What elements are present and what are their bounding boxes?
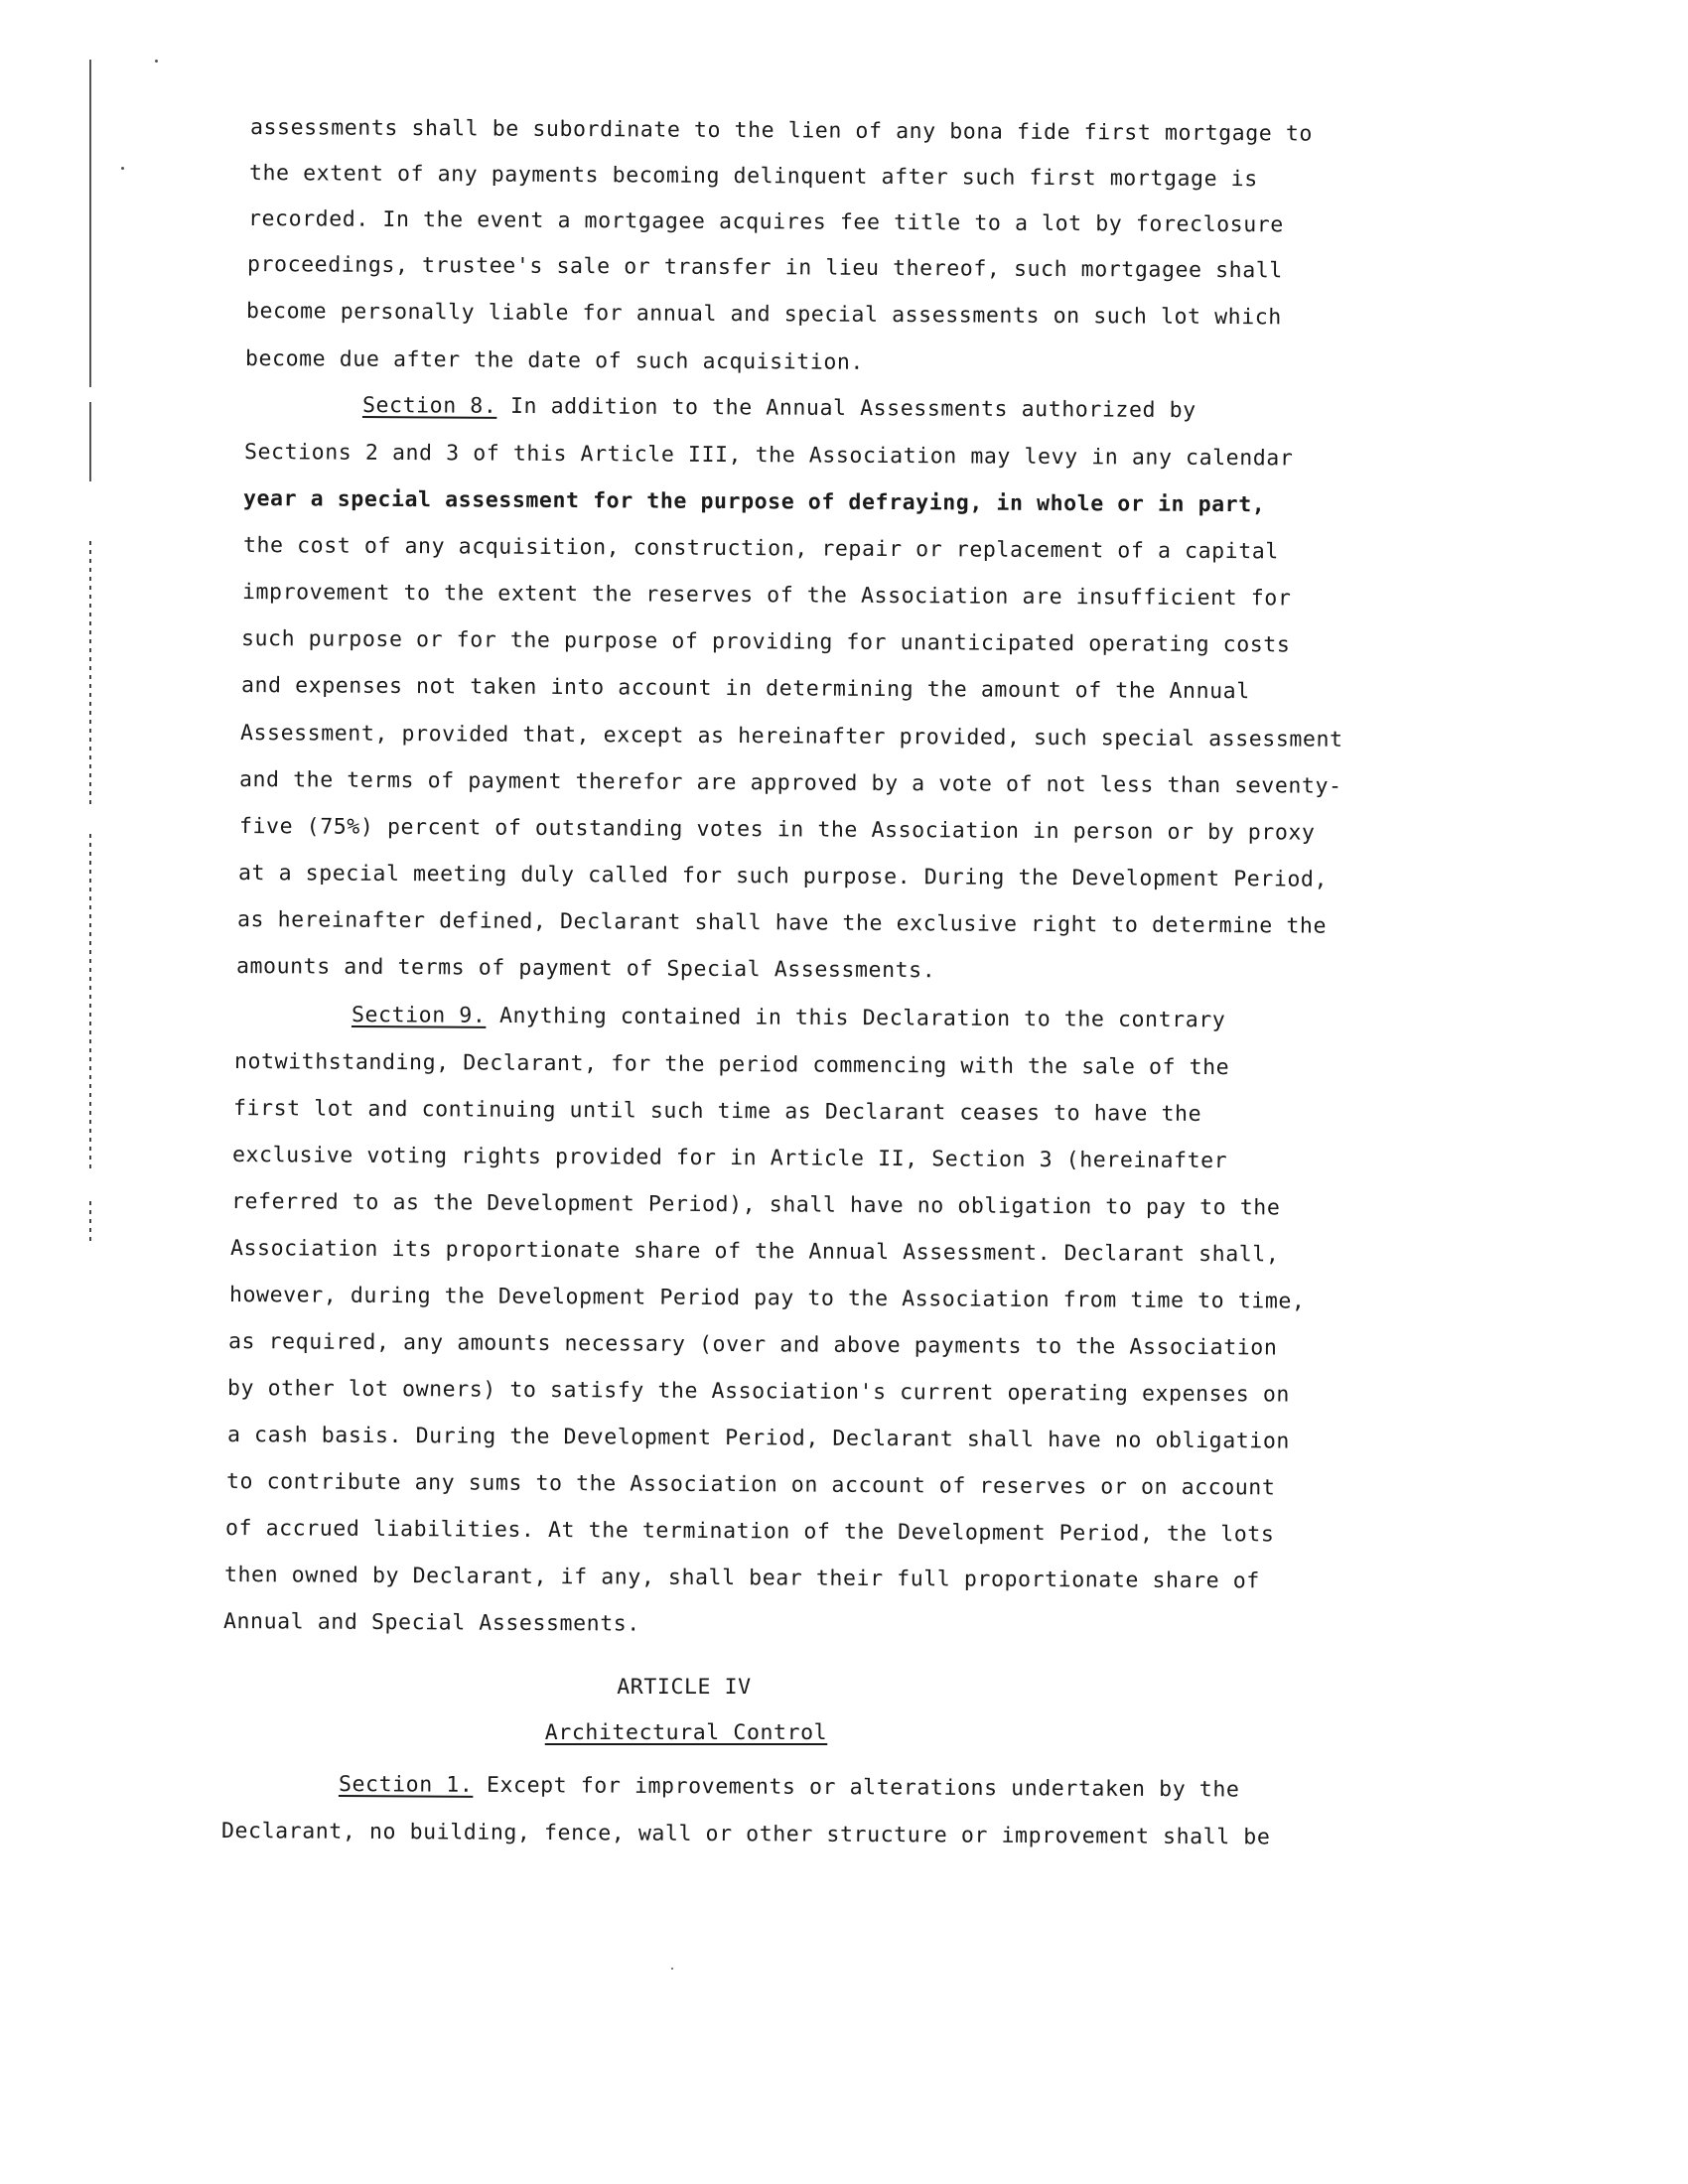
body-line: and expenses not taken into account in determining the amount of the Annual [240, 673, 1250, 705]
body-line: however, during the Development Period pay to the Association from time to time, [228, 1283, 1306, 1314]
margin-scan-mark [89, 834, 91, 1171]
body-line: of accrued liabilities. At the termination of the Development Period, the lots [224, 1516, 1275, 1548]
body-line: In addition to the Annual Assessments authorized by [509, 393, 1196, 424]
body-line: as hereinafter defined, Declarant shall have the exclusive right to determine the [236, 907, 1328, 939]
section-8-line [362, 393, 1196, 423]
body-line: and the terms of payment therefor are approved by a vote of not less than seventy- [238, 767, 1342, 799]
body-line: Except for improvements or alterations undertaken by the [486, 1772, 1240, 1803]
body-line: by other lot owners) to satisfy the Association's current operating expenses on [226, 1376, 1291, 1408]
body-line: the cost of any acquisition, construction, repair or replacement of a capital [242, 533, 1279, 565]
body-line: become due after the date of such acquisition. [244, 346, 865, 375]
body-line: Annual and Special Assessments. [222, 1609, 640, 1637]
section-1-line [339, 1772, 1240, 1803]
body-line: Anything contained in this Declaration to the contrary [498, 1003, 1226, 1033]
margin-scan-mark [89, 1201, 91, 1241]
body-line: proceedings, trustee's sale or transfer in lieu thereof, such mortgagee shall [246, 252, 1283, 284]
body-line: then owned by Declarant, if any, shall bear their full proportionate share of [223, 1563, 1260, 1594]
body-line: improvement to the extent the reserves of the Association are insufficient for [241, 580, 1292, 612]
body-line: notwithstanding, Declarant, for the period commencing with the sale of the [233, 1049, 1230, 1081]
body-line: become personally liable for annual and special assessments on such lot which [245, 299, 1282, 331]
body-line: referred to as the Development Period), shall have no obligation to pay to the [230, 1189, 1281, 1221]
body-line: Association its proportionate share of the Annual Assessment. Declarant shall, [229, 1236, 1280, 1268]
margin-scan-mark [89, 402, 91, 481]
section-8-heading: Section 8. [361, 393, 497, 419]
body-line: exclusive voting rights provided for in Article II, Section 3 (hereinafter [231, 1143, 1228, 1174]
scan-speck [121, 167, 124, 170]
body-line: Declarant, no building, fence, wall or other structure or improvement shall be [220, 1819, 1271, 1850]
body-line: first lot and continuing until such time as Declarant ceases to have the [232, 1096, 1202, 1127]
scan-speck [671, 1968, 673, 1970]
body-line: at a special meeting duly called for such purpose. During the Development Period, [237, 861, 1329, 892]
body-line: such purpose or for the purpose of providing for unanticipated operating costs [240, 626, 1291, 658]
body-line: five (75%) percent of outstanding votes in the Association in person or by proxy [238, 814, 1316, 846]
scan-speck [155, 60, 158, 63]
article-title: Architectural Control [544, 1720, 828, 1745]
section-9-line [352, 1003, 1226, 1032]
body-line: as required, any amounts necessary (over and above payments to the Association [227, 1329, 1278, 1361]
body-line: to contribute any sums to the Association on account of reserves or on account [225, 1469, 1276, 1501]
body-line: amounts and terms of payment of Special Assessments. [235, 954, 936, 984]
body-line: year a special assessment for the purpose of defraying, in whole or in part, [242, 486, 1266, 518]
article-heading: ARTICLE IV [617, 1675, 752, 1700]
body-line: the extent of any payments becoming delinquent after such first mortgage is [248, 161, 1258, 193]
body-line: Sections 2 and 3 of this Article III, the Association may levy in any calendar [243, 440, 1294, 472]
body-line: recorded. In the event a mortgagee acquires fee title to a lot by foreclosure [247, 206, 1284, 238]
section-9-heading: Section 9. [351, 1003, 487, 1028]
body-line: assessments shall be subordinate to the lien of any bona fide first mortgage to [249, 115, 1314, 147]
section-1-heading: Section 1. [338, 1772, 474, 1798]
body-line: Assessment, provided that, except as hereinafter provided, such special assessment [239, 721, 1343, 752]
margin-scan-mark [89, 541, 91, 809]
margin-scan-mark [89, 60, 91, 387]
body-line: a cash basis. During the Development Period, Declarant shall have no obligation [226, 1423, 1291, 1454]
